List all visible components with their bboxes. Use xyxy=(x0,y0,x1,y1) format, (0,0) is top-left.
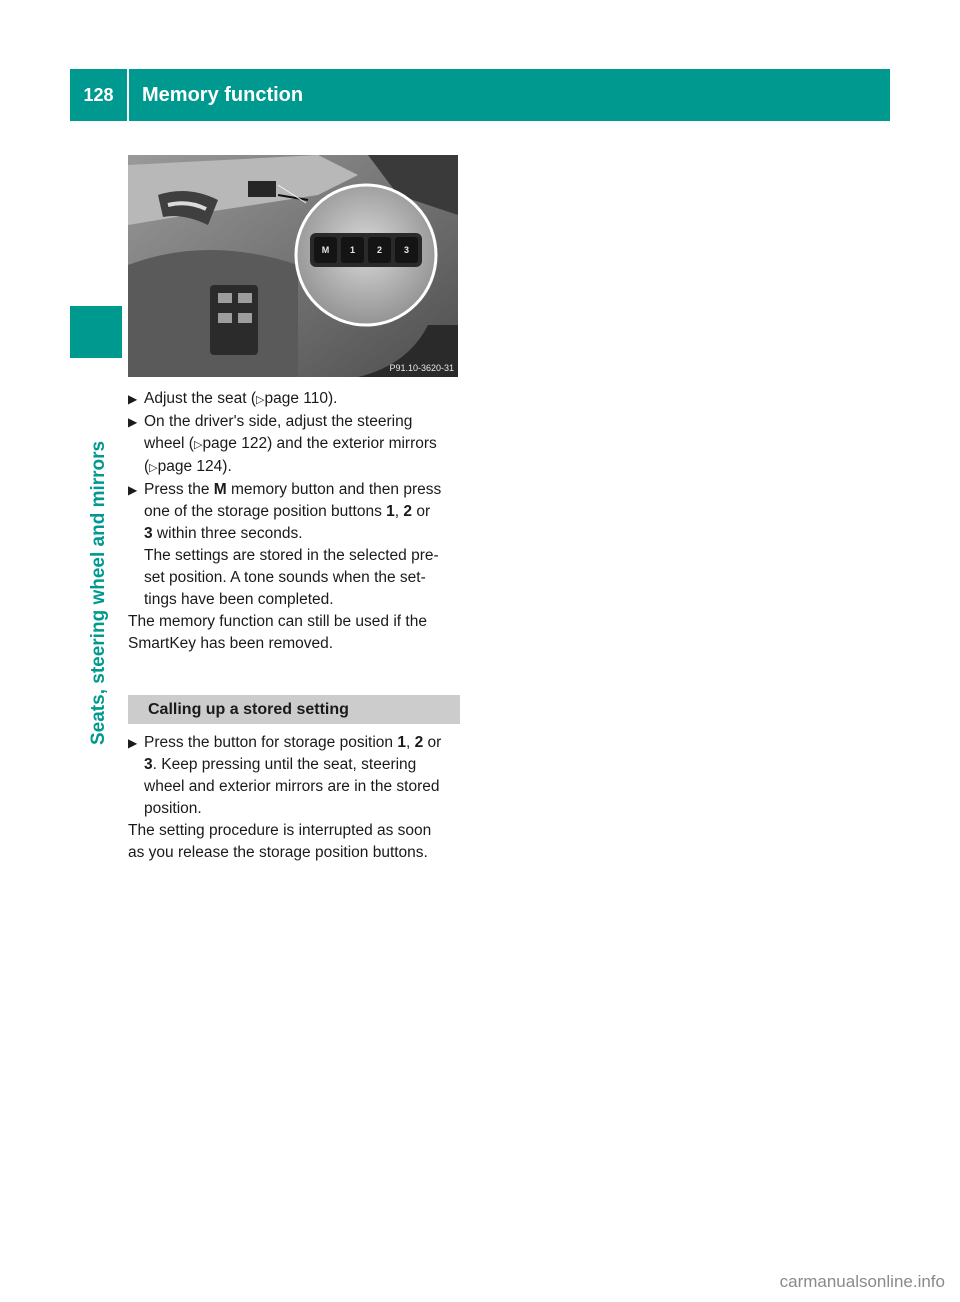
memory-button-3: 3 xyxy=(395,237,418,263)
section-tab xyxy=(70,306,122,358)
page-ref-icon: ▷ xyxy=(149,462,158,474)
step-arrow-icon: ▶ xyxy=(128,415,138,429)
page-ref-link[interactable]: page 122) and the exterior mirrors xyxy=(202,435,437,452)
page-ref-icon: ▷ xyxy=(256,394,265,406)
page-title: Memory function xyxy=(142,83,304,106)
page-ref-link[interactable]: page 124). xyxy=(157,458,232,475)
smartkey-note: The memory function can still be used if the SmartKey has been removed. xyxy=(128,613,427,652)
door-panel-illustration xyxy=(128,155,458,377)
main-content xyxy=(128,388,460,864)
interrupt-note: The setting procedure is interrupted as soon as you release the storage position buttons. xyxy=(128,822,432,861)
step-arrow-icon: ▶ xyxy=(128,483,138,497)
step-adjust-seat: ▶ Adjust the seat (▷page 110). xyxy=(128,388,460,411)
step-press-memory: ▶ Press the M memory button and then press one of the storage position buttons 1, 2 or 3 within three seconds. The settings are stored in the selected pre- set position. A tone sounds when the set- tings have been completed. xyxy=(128,481,442,608)
door-panel-figure xyxy=(128,155,458,377)
step-arrow-icon: ▶ xyxy=(128,392,138,406)
memory-button-1: 1 xyxy=(341,237,364,263)
memory-button-2: 2 xyxy=(368,237,391,263)
page-ref-icon: ▷ xyxy=(193,439,203,451)
step-arrow-icon: ▶ xyxy=(128,736,138,750)
watermark: carmanualsonline.info xyxy=(779,1272,945,1291)
page-number: 128 xyxy=(83,84,114,105)
memory-button-m: M xyxy=(314,237,337,263)
section-heading: Calling up a stored setting xyxy=(128,695,460,724)
section-label: Seats, steering wheel and mirrors xyxy=(88,440,109,745)
step-recall-position: ▶ Press the button for storage position 1, 2 or 3. Keep pressing until the seat, steering wheel and exterior mirrors are in the stored position. xyxy=(128,734,442,817)
memory-buttons xyxy=(314,237,418,263)
page-ref-link[interactable]: page 110). xyxy=(264,390,338,407)
header-divider xyxy=(127,69,129,121)
step-adjust-steering-mirrors: ▶ On the driver's side, adjust the steering wheel (▷page 122) and the exterior mirrors (▷page 124). xyxy=(128,413,437,475)
figure-code: P91.10-3620-31 xyxy=(389,363,454,373)
